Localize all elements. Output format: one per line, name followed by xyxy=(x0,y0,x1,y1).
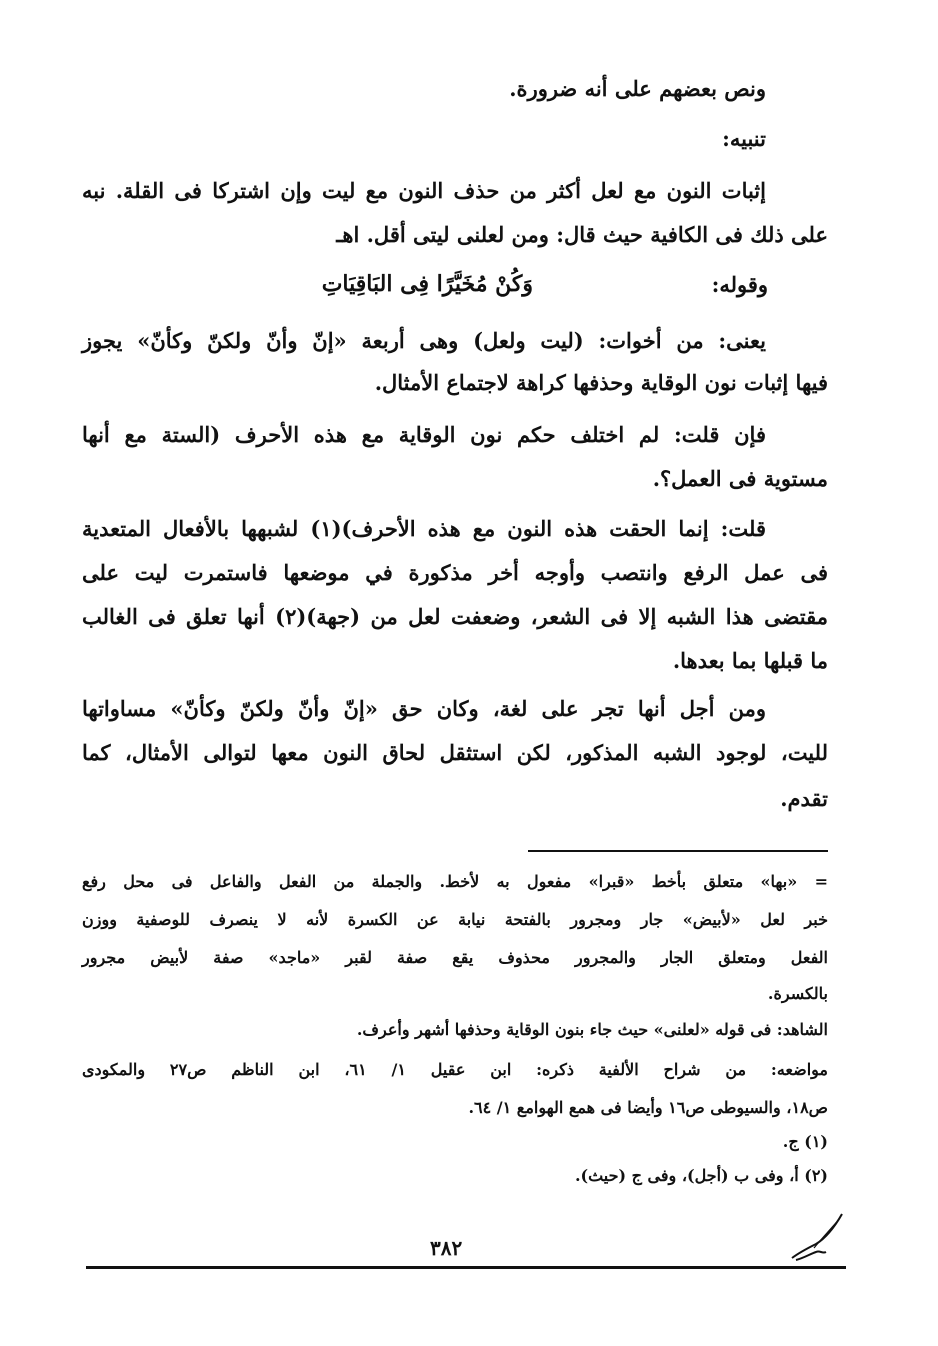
footnote-ref-2: (٢) أ، وفى ب (أجل)، وفى ج (حيث). xyxy=(574,1166,828,1185)
page-number: ٣٨٢ xyxy=(430,1236,463,1260)
text-line-10: مستوية فى العمل؟. xyxy=(652,466,828,491)
verse-label: وقوله: xyxy=(711,272,768,297)
footnote-separator xyxy=(528,850,828,852)
bottom-rule xyxy=(86,1266,846,1269)
text-line-16: لليت، لوجود الشبه المذكور، لكن استثقل لحاق النون معها لتوالى الأمثال، كما xyxy=(82,740,828,765)
footnote-line-4: بالكسرة. xyxy=(767,984,828,1003)
signature-mark xyxy=(786,1208,846,1268)
text-line-4: على ذلك فى الكافية حيث قال: ومن لعلنى ليتى أقل. اهـ xyxy=(336,222,828,247)
text-line-1: ونص بعضهم على أنه ضرورة. xyxy=(509,76,766,101)
footnote-line-1: = «بها» متعلق بأخط «قبرا» مفعول به لأخط. والجملة من الفعل والفاعل فى محل رفع xyxy=(82,872,828,891)
text-line-9: فإن قلت: لم اختلف حكم نون الوقاية مع هذه الأحرف (الستة مع أنها xyxy=(82,422,766,447)
footnote-line-3: الفعل ومتعلق الجار والمجرور محذوف يقع صفة لقبر «ماجد» صفة لأبيض مجرور xyxy=(82,948,828,967)
footnote-line-2: خبر لعل «لأبيض» جار ومجرور بالفتحة نيابة عن الكسرة لأنه لا ينصرف للوصفية ووزن xyxy=(82,910,828,929)
footnote-shahid: الشاهد: فى قوله «لعلنى» حيث جاء بنون الوقاية وحذفها أشهر وأعرف. xyxy=(356,1020,828,1039)
text-line-7: يعنى: من أخوات: (ليت ولعل) وهى أربعة «إنّ وأنّ ولكنّ وكأنّ» يجوز xyxy=(82,328,766,353)
text-line-11: قلت: إنما الحقت هذه النون مع هذه الأحرف)(١) لشبهها بالأفعال المتعدية xyxy=(82,516,766,541)
text-line-8: فيها إثبات نون الوقاية وحذفها كراهة لاجتماع الأمثال. xyxy=(374,370,828,395)
text-line-15: ومن أجل أنها تجر على لغة، وكان حق «إنّ وأنّ ولكنّ وكأنّ» مساواتها xyxy=(82,696,766,721)
heading-tanbih: تنبيه: xyxy=(722,126,766,151)
text-line-12: فى عمل الرفع وانتصب وأوجه أخر مذكورة في موضعها فاستمرت ليت على xyxy=(82,560,828,585)
text-line-14: ما قبلها بما بعدها. xyxy=(672,648,828,673)
footnote-mawadiuhu: مواضعه: من شراح الألفية ذكره: ابن عقيل ١/ ٦١، ابن الناظم ص٢٧ والمكودى xyxy=(82,1060,828,1079)
footnote-line-7: ص١٨، والسيوطى ص١٦ وأيضا فى همع الهوامع ١/ ٦٤. xyxy=(468,1098,828,1117)
text-line-3: إثبات النون مع لعل أكثر من حذف النون مع ليت وإن اشتركا فى القلة. نبه xyxy=(82,178,766,203)
footnote-ref-1: (١) ج. xyxy=(782,1132,828,1151)
text-line-13: مقتضى هذا الشبه إلا فى الشعر، وضعفت لعل من (جهة)(٢) أنها تعلق فى الغالب xyxy=(82,604,829,629)
text-line-17: تقدم. xyxy=(780,786,828,811)
verse-line: وَكُنْ مُخَيَّرًا فِى البَاقِيَاتِ xyxy=(321,271,533,297)
